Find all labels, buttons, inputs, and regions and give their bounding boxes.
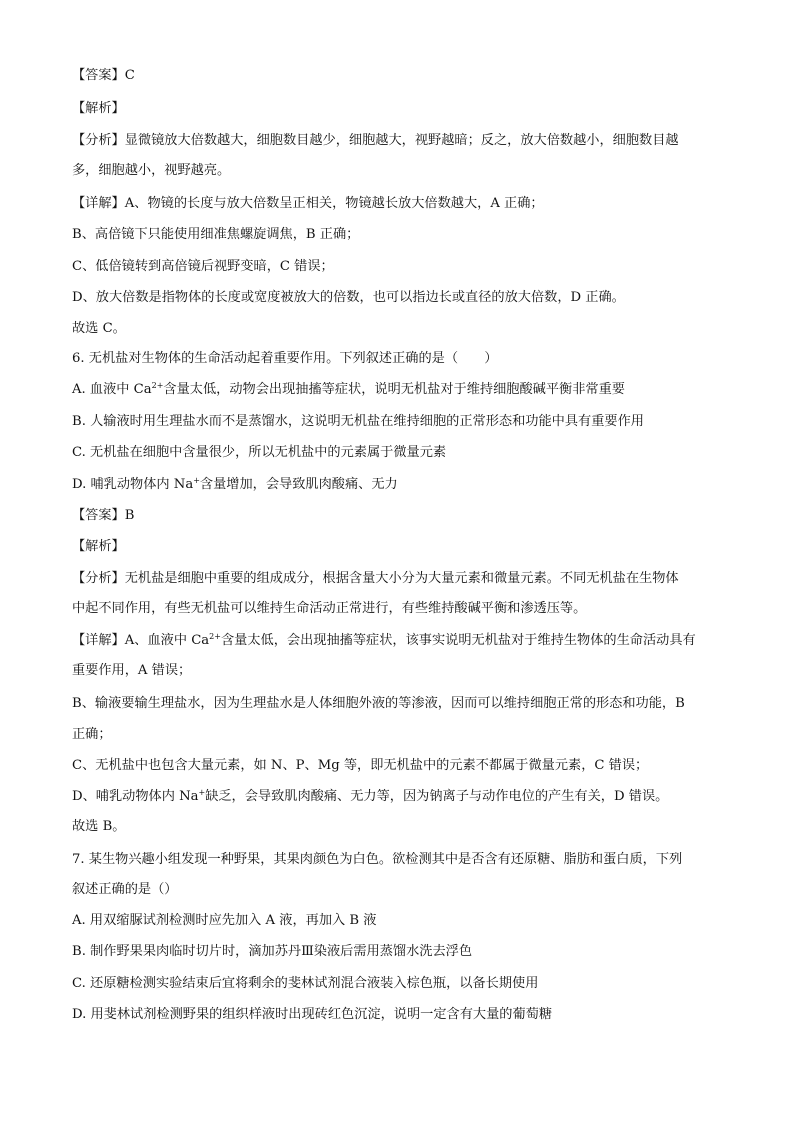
- q5-fenxi-line-1: [72, 132, 732, 150]
- superscript: 2+: [209, 632, 221, 641]
- superscript: 2+: [151, 381, 164, 390]
- q5-answer: [72, 67, 732, 85]
- option-text: D. 哺乳动物体内 Na: [72, 477, 194, 492]
- answer-label: 【答案】: [72, 508, 125, 523]
- superscript: +: [193, 476, 200, 485]
- q5-xiangjie-c: C、低倍镜转到高倍镜后视野变暗，C 错误；: [72, 259, 334, 274]
- q6-answer: [72, 507, 732, 525]
- q6-xiangjie-c: C、无机盐中也包含大量元素，如 N、P、Mg 等，即无机盐中的元素不都属于微量元素，C 错误；: [72, 758, 649, 773]
- q5-analysis-heading: 【解析】: [72, 101, 125, 116]
- fenxi-text: 显微镜放大倍数越大，细胞数目越少，细胞越大，视野越暗；反之，放大倍数越小，细胞数目越: [124, 133, 679, 148]
- q6-xiangjie-b-cont: 正确；: [72, 727, 112, 742]
- q6-xiangjie-a-cont: 重要作用，A 错误；: [72, 663, 192, 678]
- q6-conclusion: 故选 B。: [72, 819, 126, 834]
- q6-xiangjie-a: [72, 632, 732, 650]
- q6-option-d: [72, 476, 732, 494]
- q5-fenxi-line-2: 多，细胞越小，视野越亮。: [72, 163, 231, 178]
- q7-option-a: A. 用双缩脲试剂检测时应先加入 A 液，再加入 B 液: [72, 913, 377, 928]
- q6-fenxi-line-1: [72, 570, 732, 588]
- option-text: 含量太低，动物会出现抽搐等症状，说明无机盐对于维持细胞酸碱平衡非常重要: [163, 382, 625, 397]
- superscript: +: [198, 788, 206, 797]
- q5-xiangjie-d: D、放大倍数是指物体的长度或宽度被放大的倍数，也可以指边长或直径的放大倍数，D 正确。: [72, 290, 625, 305]
- q5-xiangjie-a: [72, 195, 732, 213]
- xiangjie-text: 缺乏，会导致肌肉酸痛、无力等，因为钠离子与动作电位的产生有关，D 错误。: [205, 789, 669, 804]
- xiangjie-text: A、血液中 Ca: [124, 633, 210, 648]
- q7-option-b: B. 制作野果果肉临时切片时，滴加苏丹Ⅲ染液后需用蒸馏水洗去浮色: [72, 944, 473, 959]
- q7-option-d: D. 用斐林试剂检测野果的组织样液时出现砖红色沉淀，说明一定含有大量的葡萄糖: [72, 1007, 553, 1022]
- fenxi-text: 无机盐是细胞中重要的组成成分，根据含量大小分为大量元素和微量元素。不同无机盐在生物体: [124, 571, 679, 586]
- xiangjie-text: 含量太低，会出现抽搐等症状，该事实说明无机盐对于维持生物体的生命活动具有: [220, 633, 696, 648]
- answer-value: B: [124, 508, 135, 523]
- q6-option-a: [72, 381, 732, 399]
- fenxi-label: 【分析】: [72, 571, 125, 586]
- q5-conclusion: 故选 C。: [72, 321, 126, 336]
- xiangjie-label: 【详解】: [72, 196, 125, 211]
- answer-label: 【答案】: [72, 68, 125, 83]
- xiangjie-label: 【详解】: [72, 633, 125, 648]
- answer-value: C: [124, 68, 135, 83]
- q5-xiangjie-b: B、高倍镜下只能使用细准焦螺旋调焦，B 正确；: [72, 227, 360, 242]
- q6-option-c: C. 无机盐在细胞中含量很少，所以无机盐中的元素属于微量元素: [72, 445, 447, 460]
- xiangjie-text: A、物镜的长度与放大倍数呈正相关，物镜越长放大倍数越大，A 正确；: [124, 196, 544, 211]
- fenxi-label: 【分析】: [72, 133, 125, 148]
- q6-stem: 6. 无机盐对生物体的生命活动起着重要作用。下列叙述正确的是（ ）: [72, 351, 498, 366]
- q6-analysis-heading: 【解析】: [72, 539, 125, 554]
- q6-fenxi-line-2: 中起不同作用，有些无机盐可以维持生命活动正常进行，有些维持酸碱平衡和渗透压等。: [72, 601, 587, 616]
- q6-xiangjie-d: [72, 788, 732, 806]
- xiangjie-text: D、哺乳动物体内 Na: [72, 789, 199, 804]
- q7-option-c: C. 还原糖检测实验结束后宜将剩余的斐林试剂混合液装入棕色瓶，以备长期使用: [72, 976, 539, 991]
- q7-stem-line-2: 叙述正确的是（）: [72, 882, 178, 897]
- q7-stem-line-1: 7. 某生物兴趣小组发现一种野果，其果肉颜色为白色。欲检测其中是否含有还原糖、脂肪和蛋白质，下列: [72, 852, 683, 867]
- q6-xiangjie-b: B、输液要输生理盐水，因为生理盐水是人体细胞外液的等渗液，因而可以维持细胞正常的形态和功能，B: [72, 696, 685, 711]
- option-text: A. 血液中 Ca: [72, 382, 152, 397]
- q6-option-b: B. 人输液时用生理盐水而不是蒸馏水，这说明无机盐在维持细胞的正常形态和功能中具有重要作用: [72, 414, 644, 429]
- option-text: 含量增加，会导致肌肉酸痛、无力: [199, 477, 398, 492]
